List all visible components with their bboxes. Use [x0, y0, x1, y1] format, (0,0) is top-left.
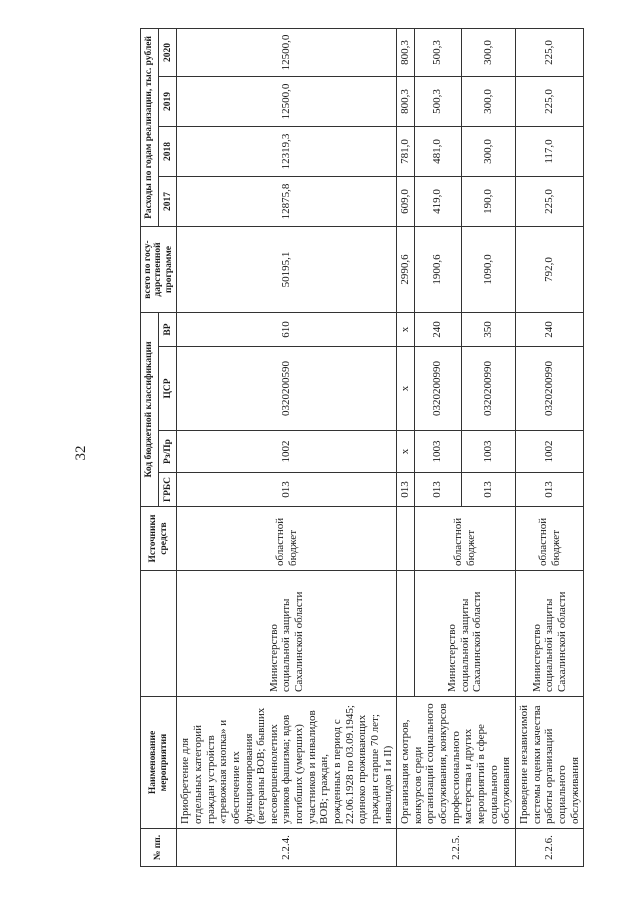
- cell-2019: 300,0: [461, 76, 515, 126]
- header-year-2018: 2018: [159, 126, 177, 176]
- cell-2020: 800,3: [397, 28, 415, 76]
- page-number: 32: [73, 445, 89, 461]
- header-rzpr: Рз/Пр: [159, 431, 177, 473]
- cell-2020: 12500,0: [177, 28, 397, 76]
- row-number: 2.2.5.: [397, 829, 516, 867]
- cell-csr: 0320200990: [515, 347, 583, 431]
- cell-total: 792,0: [515, 226, 583, 312]
- cell-grbs: 013: [397, 473, 415, 507]
- cell-rzpr: 1003: [461, 431, 515, 473]
- cell-2019: 800,3: [397, 76, 415, 126]
- cell-csr: x: [397, 347, 415, 431]
- header-budget-code: Код бюджетной классификации: [141, 312, 159, 506]
- row-name: Организация смотров, конкурсов среди организаций социального обслуживания, конкурсов профессионального мастерства и других мероприятий в сфере социального обслуживания: [397, 697, 516, 829]
- row-number: 2.2.4.: [177, 829, 397, 867]
- cell-total: 2990,6: [397, 226, 415, 312]
- cell-csr: 0320200990: [414, 347, 461, 431]
- header-expenses: Расходы по годам реализации, тыс. рублей: [141, 28, 159, 226]
- header-year-2017: 2017: [159, 176, 177, 226]
- header-year-2020: 2020: [159, 28, 177, 76]
- header-source: Источники средств: [141, 507, 177, 571]
- row-source: областной бюджет: [515, 507, 583, 571]
- row-number: 2.2.6.: [515, 829, 583, 867]
- cell-vr: x: [397, 312, 415, 346]
- row-executor: Министерство социальной защиты Сахалинской области: [177, 571, 397, 697]
- cell-2019: 500,3: [414, 76, 461, 126]
- cell-rzpr: 1002: [177, 431, 397, 473]
- row-executor: Министерство социальной защиты Сахалинской области: [515, 571, 583, 697]
- cell-grbs: 013: [515, 473, 583, 507]
- cell-vr: 610: [177, 312, 397, 346]
- header-year-2019: 2019: [159, 76, 177, 126]
- cell-vr: 350: [461, 312, 515, 346]
- header-num: № пп.: [141, 829, 177, 867]
- row-name: Приобретение для отдельных категорий граждан устройств «тревожная кнопка» и обеспечение их функционирования (ветераны ВОВ; бывших несовершеннолетних узников фашизма; вдов погибших (умерших) участников и инвалидов ВОВ; граждан, рожденных в период с 22.06.1928 по 03.09.1945; одиноко проживающих граждан старше 70 лет; инвалидов I и II): [177, 697, 397, 829]
- cell-vr: 240: [414, 312, 461, 346]
- cell-grbs: 013: [414, 473, 461, 507]
- cell-2018: 781,0: [397, 126, 415, 176]
- cell-2018: 481,0: [414, 126, 461, 176]
- cell-rzpr: x: [397, 431, 415, 473]
- cell-2020: 300,0: [461, 28, 515, 76]
- cell-2020: 225,0: [515, 28, 583, 76]
- cell-grbs: 013: [177, 473, 397, 507]
- cell-2017: 12875,8: [177, 176, 397, 226]
- cell-2020: 500,3: [414, 28, 461, 76]
- row-name: Проведение независимой системы оценки качества работы организаций социального обслуживания: [515, 697, 583, 829]
- header-grbs: ГРБС: [159, 473, 177, 507]
- cell-2017: 419,0: [414, 176, 461, 226]
- cell-2017: 609,0: [397, 176, 415, 226]
- header-vr: ВР: [159, 312, 177, 346]
- budget-table: [140, 28, 584, 867]
- cell-grbs: 013: [461, 473, 515, 507]
- row-executor: Министерство социальной защиты Сахалинской области: [414, 571, 515, 697]
- row-source: областной бюджет: [177, 507, 397, 571]
- cell-total: 1090,0: [461, 226, 515, 312]
- cell-total: 1900,6: [414, 226, 461, 312]
- header-name: Наименование мероприятия: [141, 697, 177, 829]
- cell-rzpr: 1002: [515, 431, 583, 473]
- table-row: [515, 28, 583, 866]
- row-source: областной бюджет: [414, 507, 515, 571]
- cell-2018: 12319,3: [177, 126, 397, 176]
- header-executor: [141, 571, 177, 697]
- cell-total: 50195,1: [177, 226, 397, 312]
- header-total: всего по госу-дарственной программе: [141, 226, 177, 312]
- cell-2019: 225,0: [515, 76, 583, 126]
- header-csr: ЦСР: [159, 347, 177, 431]
- cell-vr: 240: [515, 312, 583, 346]
- table-row: [397, 28, 415, 866]
- cell-2018: 117,0: [515, 126, 583, 176]
- cell-csr: 0320200590: [177, 347, 397, 431]
- cell-csr: 0320200990: [461, 347, 515, 431]
- cell-2018: 300,0: [461, 126, 515, 176]
- header-row-1: [141, 28, 159, 866]
- cell-2017: 225,0: [515, 176, 583, 226]
- cell-rzpr: 1003: [414, 431, 461, 473]
- cell-2017: 190,0: [461, 176, 515, 226]
- cell-2019: 12500,0: [177, 76, 397, 126]
- table-row: [177, 28, 397, 866]
